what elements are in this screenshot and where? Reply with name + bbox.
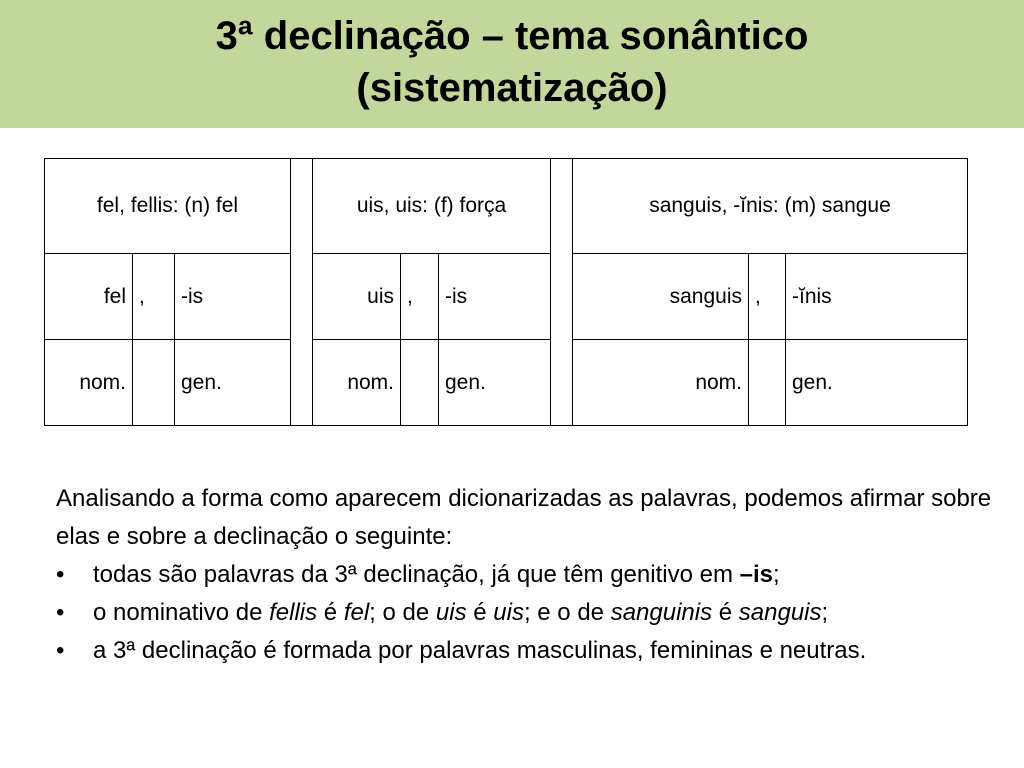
bullet-1-text: todas são palavras da 3ª declinação, já que têm genitivo em — [93, 561, 740, 588]
sanguis-separator: , — [749, 254, 786, 340]
fel-gen-label: gen. — [175, 340, 291, 426]
bullet-2-t5: ; e o de — [523, 599, 611, 626]
uis-empty-cell — [401, 340, 439, 426]
uis-genitive: -is — [439, 254, 551, 340]
sanguis-gen-label: gen. — [786, 340, 968, 426]
fel-nominative: fel — [45, 254, 133, 340]
bullet-2-i2: fel — [343, 599, 370, 626]
header-sanguis: sanguis, -ĭnis: (m) sangue — [573, 159, 968, 254]
bullet-dot: • — [56, 637, 65, 664]
table-row-cases — [45, 340, 968, 426]
table-row-forms — [45, 254, 968, 340]
header-uis: uis, uis: (f) força — [313, 159, 551, 254]
header-fel: fel, fellis: (n) fel — [45, 159, 291, 254]
declension-table — [44, 158, 968, 426]
uis-gen-label: gen. — [439, 340, 551, 426]
slide-title — [0, 10, 1024, 114]
sanguis-empty-cell — [749, 340, 786, 426]
sanguis-genitive: -ĭnis — [786, 254, 968, 340]
bullet-2-i3: uis — [435, 599, 467, 626]
bullet-2-t7: ; — [821, 599, 829, 626]
sanguis-nom-label: nom. — [573, 340, 749, 426]
spacer-column-2 — [551, 159, 573, 426]
bullet-2-t6: é — [712, 599, 739, 626]
bullet-item-genitive — [56, 556, 996, 594]
uis-nom-label: nom. — [313, 340, 401, 426]
title-line-1: 3ª declinação – tema sonântico — [215, 14, 809, 58]
sanguis-nominative: sanguis — [573, 254, 749, 340]
analysis-text — [56, 480, 996, 670]
uis-nominative: uis — [313, 254, 401, 340]
spacer-column-1 — [291, 159, 313, 426]
table-header-row — [45, 159, 968, 254]
title-line-2: (sistematização) — [356, 66, 668, 110]
bullet-2-t3: ; o de — [369, 599, 436, 626]
bullet-1-end: ; — [772, 561, 780, 588]
bullet-item-nominative — [56, 594, 996, 632]
bullet-3-text: a 3ª declinação é formada por palavras masculinas, femininas e neutras. — [93, 637, 867, 664]
fel-genitive: -is — [175, 254, 291, 340]
bullet-dot: • — [56, 561, 65, 588]
bullet-2-t4: é — [466, 599, 494, 626]
fel-separator: , — [133, 254, 175, 340]
bullet-2-t1: o nominativo de — [93, 599, 270, 626]
intro-paragraph: Analisando a forma como aparecem dicionarizadas as palavras, podemos afirmar sobre elas e sobre a declinação o seguinte: — [56, 485, 992, 550]
bullet-dot: • — [56, 599, 65, 626]
bullet-2-t2: é — [317, 599, 344, 626]
bullet-1-bold: –is — [739, 561, 773, 588]
bullet-list — [56, 556, 996, 670]
bullet-2-i5: sanguinis — [610, 599, 713, 626]
fel-empty-cell — [133, 340, 175, 426]
bullet-2-i4: uis — [493, 599, 524, 626]
bullet-item-genders — [56, 632, 996, 670]
fel-nom-label: nom. — [45, 340, 133, 426]
uis-separator: , — [401, 254, 439, 340]
bullet-2-i1: fellis — [269, 599, 318, 626]
bullet-2-i6: sanguis — [738, 599, 822, 626]
